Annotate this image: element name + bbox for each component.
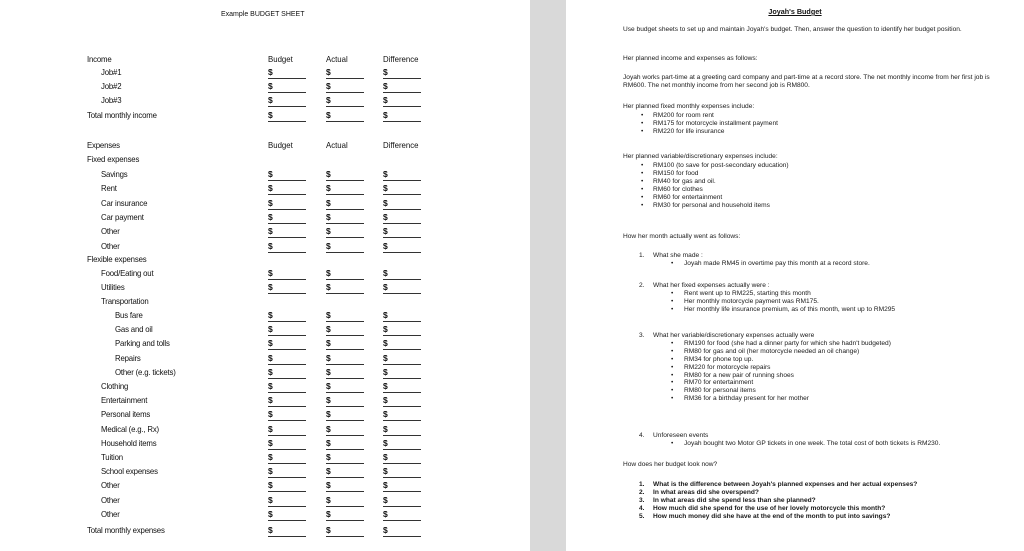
income-total-label: Total monthly income [87, 110, 157, 120]
transport-row-2-budget-cell[interactable]: $ [268, 324, 306, 336]
transportation-heading: Transportation [101, 296, 149, 306]
flex-row-a-1-actual-cell[interactable]: $ [326, 268, 364, 280]
flex-row-b-1-actual-cell[interactable]: $ [326, 381, 364, 393]
variable-expense-item: • RM30 for personal and household items [623, 202, 1014, 210]
fixed-expense-item: • RM220 for life insurance [623, 128, 1014, 136]
fixed-row-6-label: Other [101, 240, 120, 251]
flex-row-b-3-difference-cell[interactable]: $ [383, 409, 421, 421]
income-row-1-actual-cell[interactable]: $ [326, 67, 364, 79]
flex-row-b-10-difference-cell[interactable]: $ [383, 509, 421, 521]
income-row-1-difference-cell[interactable]: $ [383, 67, 421, 79]
section-1 [623, 252, 1014, 268]
flex-row-b-10-budget-cell[interactable]: $ [268, 509, 306, 521]
transport-row-4-difference-cell[interactable]: $ [383, 353, 421, 365]
question-number: 2. [639, 488, 645, 496]
fixed-row-5-budget-cell[interactable]: $ [268, 226, 306, 238]
section-2-title: What her fixed expenses actually were : [653, 282, 770, 289]
fixed-expense-item: • RM200 for room rent [623, 112, 1014, 120]
variable-expense-item: • RM100 (to save for post-secondary education) [623, 162, 1014, 170]
flex-row-b-1-budget-cell[interactable]: $ [268, 381, 306, 393]
flex-row-a-1-budget-cell[interactable]: $ [268, 268, 306, 280]
section-1-number: 1. [639, 252, 645, 259]
flex-row-b-9-budget-cell[interactable]: $ [268, 495, 306, 507]
fixed-expenses-heading: Fixed expenses [87, 154, 140, 164]
fixed-row-4-budget-cell[interactable]: $ [268, 212, 306, 224]
transport-row-5-actual-cell[interactable]: $ [326, 367, 364, 379]
flex-row-b-1-label: Clothing [101, 381, 129, 391]
question-text: What is the difference between Joyah's planned expenses and her actual expenses? [653, 481, 918, 488]
income-row-3-actual-cell[interactable]: $ [326, 95, 364, 107]
income-row-1-label: Job#1 [101, 67, 122, 77]
actual-fixed-item: • Rent went up to RM225, starting this month [623, 290, 1014, 298]
section-4-number: 4. [639, 432, 645, 439]
question-text: In what areas did she spend less than she planned? [653, 496, 816, 504]
flex-row-b-9-label: Other [101, 494, 120, 505]
flex-row-b-8-difference-cell[interactable]: $ [383, 480, 421, 492]
question-heading: How does her budget look now? [623, 461, 718, 468]
transport-row-1-difference-cell[interactable]: $ [383, 310, 421, 322]
actual-variable-item: • RM36 for a birthday present for her mother [623, 395, 1014, 403]
transport-row-2-actual-cell[interactable]: $ [326, 324, 364, 336]
fixed-row-6-difference-cell[interactable]: $ [383, 241, 421, 253]
flex-row-b-3-actual-cell[interactable]: $ [326, 409, 364, 421]
expenses-budget-header: Budget [268, 140, 293, 150]
flex-row-b-10-actual-cell[interactable]: $ [326, 509, 364, 521]
actual-fixed-item: • Her monthly motorcycle payment was RM175. [623, 298, 1014, 306]
actual-variable-item: • RM34 for phone top up. [623, 356, 1014, 364]
question-row [623, 513, 1014, 521]
joyah-budget-page [566, 0, 1024, 551]
variable-expense-item: • RM40 for gas and oil. [623, 178, 1014, 186]
income-row-2-actual-cell[interactable]: $ [326, 81, 364, 93]
fixed-list [623, 112, 1014, 136]
question-text: How much did she spend for the use of her lovely motorcycle this month? [653, 504, 886, 512]
transport-row-5-budget-cell[interactable]: $ [268, 367, 306, 379]
expenses-heading: Expenses [87, 140, 120, 150]
flex-row-a-2-difference-cell[interactable]: $ [383, 282, 421, 294]
income-total-difference-cell[interactable]: $ [383, 110, 421, 122]
sheet-title: Example BUDGET SHEET [221, 11, 305, 18]
expenses-actual-header: Actual [326, 140, 348, 150]
income-row-3-label: Job#3 [101, 95, 122, 105]
flex-row-b-5-label: Household items [101, 437, 157, 448]
question-number: 1. [639, 481, 645, 488]
section-4-title: Unforeseen events [653, 432, 709, 439]
fixed-row-2-difference-cell[interactable]: $ [383, 183, 421, 195]
transport-row-3-difference-cell[interactable]: $ [383, 338, 421, 350]
section-3-number: 3. [639, 332, 645, 339]
fixed-row-2-actual-cell[interactable]: $ [326, 183, 364, 195]
transport-row-4-budget-cell[interactable]: $ [268, 353, 306, 365]
unforeseen-item: • Joyah bought two Motor GP tickets in one week. The total cost of both tickets is RM230. [623, 440, 1014, 448]
transport-row-2-label: Gas and oil [115, 324, 153, 335]
actual-fixed-item: • Her monthly life insurance premium, as of this month, went up to RM295 [623, 306, 1014, 314]
transport-row-3-label: Parking and tolls [115, 338, 170, 349]
income-total-budget-cell[interactable]: $ [268, 110, 306, 122]
question-row [623, 505, 1014, 513]
fixed-row-3-actual-cell[interactable]: $ [326, 198, 364, 210]
transport-row-2-difference-cell[interactable]: $ [383, 324, 421, 336]
section-3-title: What her variable/discretionary expenses actually were [653, 332, 815, 339]
flex-row-b-2-difference-cell[interactable]: $ [383, 395, 421, 407]
flex-row-b-8-label: Other [101, 480, 120, 491]
section-2-number: 2. [639, 282, 645, 289]
fixed-heading: Her planned fixed monthly expenses include: [623, 103, 755, 110]
variable-heading: Her planned variable/discretionary expenses include: [623, 153, 778, 160]
income-text: Joyah works part-time at a greeting card company and part-time at a record store. The net monthly income from her first job is RM600. The net monthly income from her second job is RM800. [623, 74, 990, 89]
fixed-row-3-difference-cell[interactable]: $ [383, 198, 421, 210]
flex-row-a-2-actual-cell[interactable]: $ [326, 282, 364, 294]
fixed-expense-item: • RM175 for motorcycle installment payment [623, 120, 1014, 128]
flex-row-b-5-actual-cell[interactable]: $ [326, 438, 364, 450]
income-row-1-budget-cell[interactable]: $ [268, 67, 306, 79]
flex-row-b-7-actual-cell[interactable]: $ [326, 466, 364, 478]
flex-row-b-3-label: Personal items [101, 409, 151, 420]
expenses-total-actual-cell[interactable]: $ [326, 525, 364, 537]
income-row-3-budget-cell[interactable]: $ [268, 95, 306, 107]
expenses-total-difference-cell[interactable]: $ [383, 525, 421, 537]
fixed-row-1-label: Savings [101, 169, 128, 179]
flex-row-b-3-budget-cell[interactable]: $ [268, 409, 306, 421]
fixed-row-2-label: Rent [101, 183, 117, 194]
actual-variable-item: • RM80 for a new pair of running shoes [623, 372, 1014, 380]
variable-list [623, 162, 1014, 209]
question-text: How much money did she have at the end of the month to put into savings? [653, 512, 891, 520]
planned-heading: Her planned income and expenses as follows: [623, 55, 758, 62]
transport-row-5-label: Other (e.g. tickets) [115, 366, 176, 377]
question-number: 5. [639, 512, 645, 520]
transport-row-4-actual-cell[interactable]: $ [326, 353, 364, 365]
fixed-row-3-label: Car insurance [101, 197, 148, 208]
question-text: In what areas did she overspend? [653, 488, 759, 496]
transport-row-3-budget-cell[interactable]: $ [268, 338, 306, 350]
actual-variable-item: • RM70 for entertainment [623, 379, 1014, 387]
variable-expense-item: • RM60 for entertainment [623, 194, 1014, 202]
fixed-row-4-label: Car payment [101, 211, 144, 222]
flex-row-a-2-budget-cell[interactable]: $ [268, 282, 306, 294]
flex-row-b-7-label: School expenses [101, 466, 158, 477]
section-4 [623, 432, 1014, 448]
transport-row-5-difference-cell[interactable]: $ [383, 367, 421, 379]
fixed-row-4-actual-cell[interactable]: $ [326, 212, 364, 224]
flex-row-b-6-label: Tuition [101, 452, 123, 462]
question-number: 3. [639, 496, 645, 504]
actual-variable-item: • RM190 for food (she had a dinner party for which she hadn't budgeted) [623, 340, 1014, 348]
transport-row-4-label: Repairs [115, 352, 141, 363]
flex-row-b-7-budget-cell[interactable]: $ [268, 466, 306, 478]
question-row [623, 497, 1014, 505]
flex-row-b-1-difference-cell[interactable]: $ [383, 381, 421, 393]
flex-row-b-9-actual-cell[interactable]: $ [326, 495, 364, 507]
income-total-actual-cell[interactable]: $ [326, 110, 364, 122]
fixed-row-1-budget-cell[interactable]: $ [268, 169, 306, 181]
fixed-row-6-actual-cell[interactable]: $ [326, 241, 364, 253]
right-title: Joyah's Budget [768, 7, 822, 16]
fixed-row-3-budget-cell[interactable]: $ [268, 198, 306, 210]
fixed-row-1-actual-cell[interactable]: $ [326, 169, 364, 181]
actual-variable-item: • RM80 for gas and oil (her motorcycle needed an oil change) [623, 348, 1014, 356]
flex-row-b-4-actual-cell[interactable]: $ [326, 424, 364, 436]
transport-row-1-budget-cell[interactable]: $ [268, 310, 306, 322]
flex-row-b-9-difference-cell[interactable]: $ [383, 495, 421, 507]
fixed-row-5-label: Other [101, 226, 120, 237]
income-budget-header: Budget [268, 54, 293, 64]
transport-row-3-actual-cell[interactable]: $ [326, 338, 364, 350]
variable-expense-item: • RM150 for food [623, 170, 1014, 178]
question-row [623, 481, 1014, 489]
flex-row-b-6-budget-cell[interactable]: $ [268, 452, 306, 464]
flex-row-a-1-label: Food/Eating out [101, 268, 154, 278]
fixed-row-5-difference-cell[interactable]: $ [383, 226, 421, 238]
flex-row-b-4-difference-cell[interactable]: $ [383, 424, 421, 436]
flex-row-b-2-actual-cell[interactable]: $ [326, 395, 364, 407]
questions-list [623, 481, 1014, 521]
question-number: 4. [639, 504, 645, 512]
income-actual-header: Actual [326, 54, 348, 64]
actual-variable-item: • RM220 for motorcycle repairs [623, 364, 1014, 372]
flex-row-b-8-actual-cell[interactable]: $ [326, 480, 364, 492]
expenses-total-label: Total monthly expenses [87, 525, 165, 535]
fixed-row-5-actual-cell[interactable]: $ [326, 226, 364, 238]
actual-variable-item: • RM80 for personal items [623, 387, 1014, 395]
variable-expense-item: • RM60 for clothes [623, 186, 1014, 194]
flex-row-b-2-budget-cell[interactable]: $ [268, 395, 306, 407]
expenses-total-budget-cell[interactable]: $ [268, 525, 306, 537]
expenses-difference-header: Difference [383, 140, 419, 150]
income-row-3-difference-cell[interactable]: $ [383, 95, 421, 107]
flex-row-b-5-budget-cell[interactable]: $ [268, 438, 306, 450]
section-2 [623, 282, 1014, 314]
flex-row-b-8-budget-cell[interactable]: $ [268, 480, 306, 492]
section-3 [623, 332, 1014, 403]
question-row [623, 489, 1014, 497]
income-row-2-budget-cell[interactable]: $ [268, 81, 306, 93]
flex-row-b-4-budget-cell[interactable]: $ [268, 424, 306, 436]
flex-row-b-7-difference-cell[interactable]: $ [383, 466, 421, 478]
intro-text: Use budget sheets to set up and maintain Joyah's budget. Then, answer the question to identify her budget position. [623, 26, 962, 33]
flexible-expenses-heading: Flexible expenses [87, 254, 147, 264]
flex-row-a-1-difference-cell[interactable]: $ [383, 268, 421, 280]
fixed-row-4-difference-cell[interactable]: $ [383, 212, 421, 224]
flex-row-a-2-label: Utilities [101, 282, 125, 293]
flex-row-b-2-label: Entertainment [101, 395, 148, 406]
flex-row-b-10-label: Other [101, 508, 120, 519]
actual-heading: How her month actually went as follows: [623, 233, 741, 240]
flex-row-b-6-actual-cell[interactable]: $ [326, 452, 364, 464]
income-row-2-label: Job#2 [101, 81, 122, 91]
transport-row-1-label: Bus fare [115, 310, 143, 320]
transport-row-1-actual-cell[interactable]: $ [326, 310, 364, 322]
flex-row-b-4-label: Medical (e.g., Rx) [101, 423, 159, 434]
income-heading: Income [87, 54, 112, 64]
section-1-title: What she made : [653, 252, 703, 259]
income-difference-header: Difference [383, 54, 419, 64]
flex-row-b-5-difference-cell[interactable]: $ [383, 438, 421, 450]
fixed-row-6-budget-cell[interactable]: $ [268, 241, 306, 253]
income-row-2-difference-cell[interactable]: $ [383, 81, 421, 93]
fixed-row-2-budget-cell[interactable]: $ [268, 183, 306, 195]
earned-item: • Joyah made RM45 in overtime pay this month at a record store. [623, 260, 1014, 268]
fixed-row-1-difference-cell[interactable]: $ [383, 169, 421, 181]
flex-row-b-6-difference-cell[interactable]: $ [383, 452, 421, 464]
